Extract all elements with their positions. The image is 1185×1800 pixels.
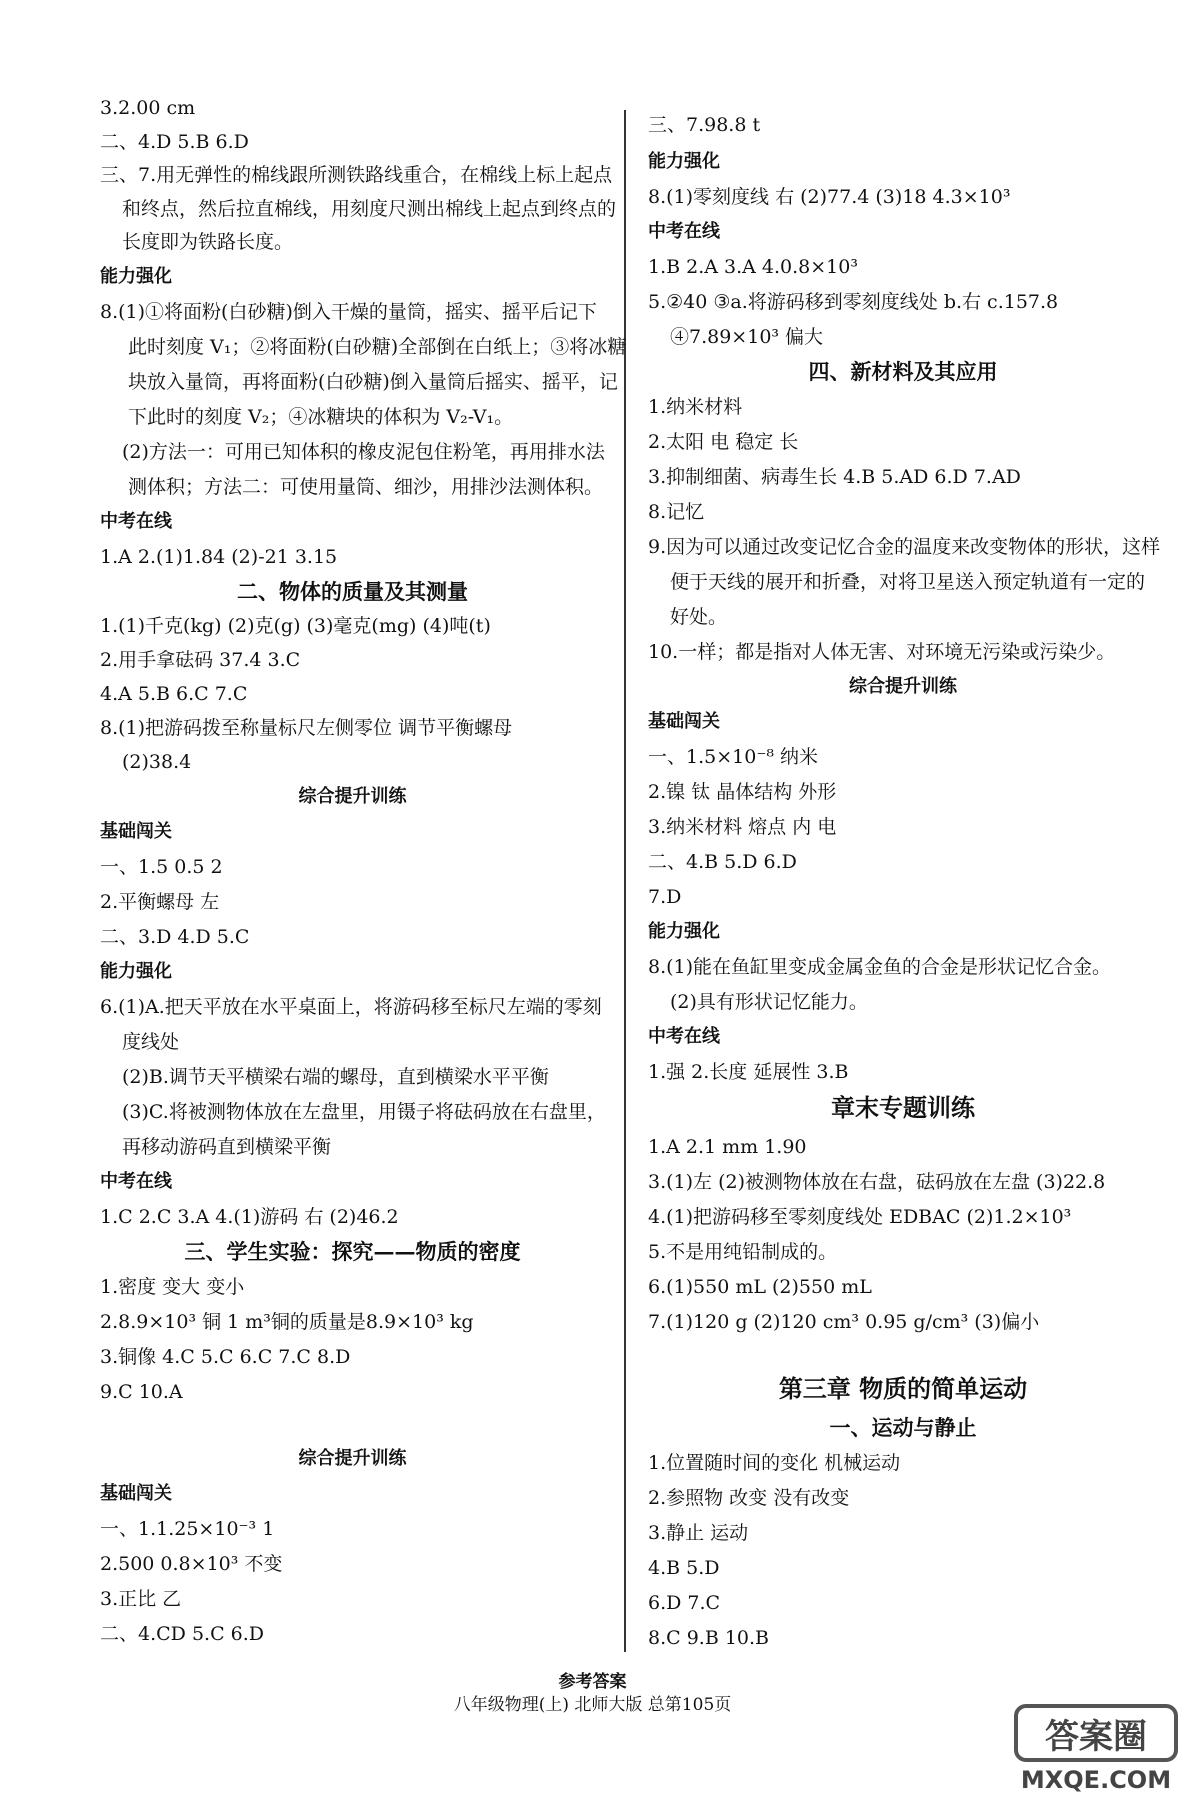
watermark-logo: [1012, 1700, 1180, 1796]
text-line: 3.2.00 cm: [100, 97, 196, 119]
subsection-heading: 综合提升训练: [298, 786, 407, 807]
text-line: 8.记忆: [648, 501, 705, 523]
text-line: 6.(1)A.把天平放在水平桌面上，将游码移至标尺左端的零刻: [100, 996, 602, 1018]
text-line: 9.C 10.A: [100, 1381, 183, 1403]
watermark-icon: [1012, 1700, 1180, 1796]
text-line: 便于天线的展开和折叠，对将卫星送入预定轨道有一定的: [670, 571, 1146, 593]
section-label: 基础闯关: [100, 821, 172, 842]
text-line: 三、7.98.8 t: [648, 114, 761, 136]
text-line: 6.D 7.C: [648, 1592, 721, 1614]
text-line: 4.A 5.B 6.C 7.C: [100, 683, 248, 705]
chapter-review-heading: 章末专题训练: [831, 1093, 975, 1122]
text-line: (3)C.将被测物体放在左盘里，用镊子将砝码放在右盘里，: [122, 1101, 606, 1123]
text-line: 5.不是用纯铅制成的。: [648, 1241, 838, 1263]
text-line: 3.铜像 4.C 5.C 6.C 7.C 8.D: [100, 1346, 351, 1368]
footer-info: 八年级物理(上) 北师大版 总第105页: [453, 1695, 732, 1715]
watermark-text-bottom: MXQE.COM: [1020, 1766, 1172, 1794]
text-line: 3.抑制细菌、病毒生长 4.B 5.AD 6.D 7.AD: [648, 466, 1021, 488]
text-line: (2)B.调节天平横梁右端的螺母，直到横梁水平平衡: [122, 1066, 549, 1088]
text-line: 块放入量筒，再将面粉(白砂糖)倒入量筒后摇实、摇平，记: [128, 371, 618, 393]
text-line: 下此时的刻度 V₂；④冰糖块的体积为 V₂-V₁。: [128, 406, 514, 428]
footer-title: 参考答案: [558, 1672, 627, 1692]
text-line: 7.D: [648, 886, 682, 908]
text-line: 8.C 9.B 10.B: [648, 1627, 770, 1649]
text-line: 10.一样；都是指对人体无害、对环境无污染或污染少。: [648, 641, 1116, 663]
text-line: 8.(1)①将面粉(白砂糖)倒入干燥的量筒，摇实、摇平后记下: [100, 301, 597, 323]
text-line: 3.正比 乙: [100, 1588, 182, 1610]
text-line: 和终点，然后拉直棉线，用刻度尺测出棉线上起点到终点的: [122, 198, 617, 220]
section-label: 中考在线: [648, 1026, 720, 1047]
text-line: 9.因为可以通过改变记忆合金的温度来改变物体的形状，这样: [648, 536, 1161, 558]
text-line: 再移动游码直到横梁平衡: [122, 1136, 332, 1158]
text-line: ④7.89×10³ 偏大: [670, 326, 824, 348]
section-label: 基础闯关: [648, 711, 720, 732]
section-label: 能力强化: [100, 266, 172, 287]
text-line: 一、1.5×10⁻⁸ 纳米: [648, 746, 818, 768]
section-label: 中考在线: [648, 221, 720, 242]
text-line: 测体积；方法二：可使用量筒、细沙，用排沙法测体积。: [128, 476, 604, 498]
text-line: 5.②40 ③a.将游码移到零刻度线处 b.右 c.157.8: [648, 291, 1059, 313]
text-line: 二、4.D 5.B 6.D: [100, 131, 249, 153]
text-line: 长度即为铁路长度。: [122, 231, 294, 253]
text-line: 2.镍 钛 晶体结构 外形: [648, 781, 837, 803]
text-line: 二、3.D 4.D 5.C: [100, 926, 250, 948]
section-label: 中考在线: [100, 1171, 172, 1192]
section-label: 能力强化: [648, 921, 720, 942]
text-line: 2.8.9×10³ 铜 1 m³铜的质量是8.9×10³ kg: [100, 1311, 474, 1333]
text-line: 3.(1)左 (2)被测物体放在右盘，砝码放在左盘 (3)22.8: [648, 1171, 1106, 1193]
text-line: 好处。: [670, 606, 728, 628]
text-line: 4.(1)把游码移至零刻度线处 EDBAC (2)1.2×10³: [648, 1206, 1072, 1228]
text-line: 1.(1)千克(kg) (2)克(g) (3)毫克(mg) (4)吨(t): [100, 615, 491, 637]
section-heading: 二、物体的质量及其测量: [237, 579, 468, 604]
text-line: (2)38.4: [122, 751, 192, 773]
text-line: 一、1.5 0.5 2: [100, 856, 223, 878]
text-line: 一、1.1.25×10⁻³ 1: [100, 1518, 275, 1540]
text-line: 8.(1)能在鱼缸里变成金属金鱼的合金是形状记忆合金。: [648, 956, 1112, 978]
text-line: 1.C 2.C 3.A 4.(1)游码 右 (2)46.2: [100, 1206, 399, 1228]
chapter-heading: 第三章 物质的简单运动: [778, 1374, 1028, 1403]
section-heading: 一、运动与静止: [829, 1415, 977, 1440]
text-line: 1.纳米材料: [648, 396, 743, 418]
text-line: 2.太阳 电 稳定 长: [648, 431, 799, 453]
subsection-heading: 综合提升训练: [849, 676, 957, 697]
text-line: 1.位置随时间的变化 机械运动: [648, 1452, 901, 1474]
section-label: 基础闯关: [100, 1483, 172, 1504]
section-heading: 三、学生实验：探究——物质的密度: [184, 1239, 521, 1264]
text-line: 2.用手拿砝码 37.4 3.C: [100, 649, 301, 671]
text-line: 6.(1)550 mL (2)550 mL: [648, 1276, 872, 1298]
text-line: 1.A 2.(1)1.84 (2)-21 3.15: [100, 546, 338, 568]
text-line: 1.密度 变大 变小: [100, 1276, 245, 1298]
text-line: 2.500 0.8×10³ 不变: [100, 1553, 283, 1575]
text-line: 1.A 2.1 mm 1.90: [648, 1136, 807, 1158]
section-heading: 四、新材料及其应用: [808, 359, 998, 384]
text-line: (2)具有形状记忆能力。: [670, 991, 868, 1013]
text-line: 8.(1)零刻度线 右 (2)77.4 (3)18 4.3×10³: [648, 186, 1011, 208]
text-line: 1.强 2.长度 延展性 3.B: [648, 1061, 849, 1083]
section-label: 中考在线: [100, 511, 172, 532]
text-line: (2)方法一：可用已知体积的橡皮泥包住粉笔，再用排水法: [122, 441, 605, 463]
subsection-heading: 综合提升训练: [298, 1448, 407, 1469]
text-line: 此时刻度 V₁；②将面粉(白砂糖)全部倒在白纸上；③将冰糖: [128, 336, 627, 358]
text-line: 二、4.CD 5.C 6.D: [100, 1623, 265, 1645]
text-line: 三、7.用无弹性的棉线跟所测铁路线重合，在棉线上标上起点: [100, 164, 613, 186]
text-line: 1.B 2.A 3.A 4.0.8×10³: [648, 256, 858, 278]
text-line: 二、4.B 5.D 6.D: [648, 851, 797, 873]
text-line: 2.参照物 改变 没有改变: [648, 1487, 850, 1509]
text-line: 8.(1)把游码拨至称量标尺左侧零位 调节平衡螺母: [100, 717, 513, 739]
text-line: 度线处: [122, 1031, 180, 1053]
section-label: 能力强化: [648, 151, 720, 172]
text-line: 3.纳米材料 熔点 内 电: [648, 816, 837, 838]
text-line: 2.平衡螺母 左: [100, 891, 220, 913]
section-label: 能力强化: [100, 961, 172, 982]
text-line: 4.B 5.D: [648, 1557, 720, 1579]
text-line: 7.(1)120 g (2)120 cm³ 0.95 g/cm³ (3)偏小: [648, 1311, 1040, 1333]
text-line: 3.静止 运动: [648, 1522, 749, 1544]
watermark-text-top: 答案圈: [1045, 1717, 1147, 1757]
